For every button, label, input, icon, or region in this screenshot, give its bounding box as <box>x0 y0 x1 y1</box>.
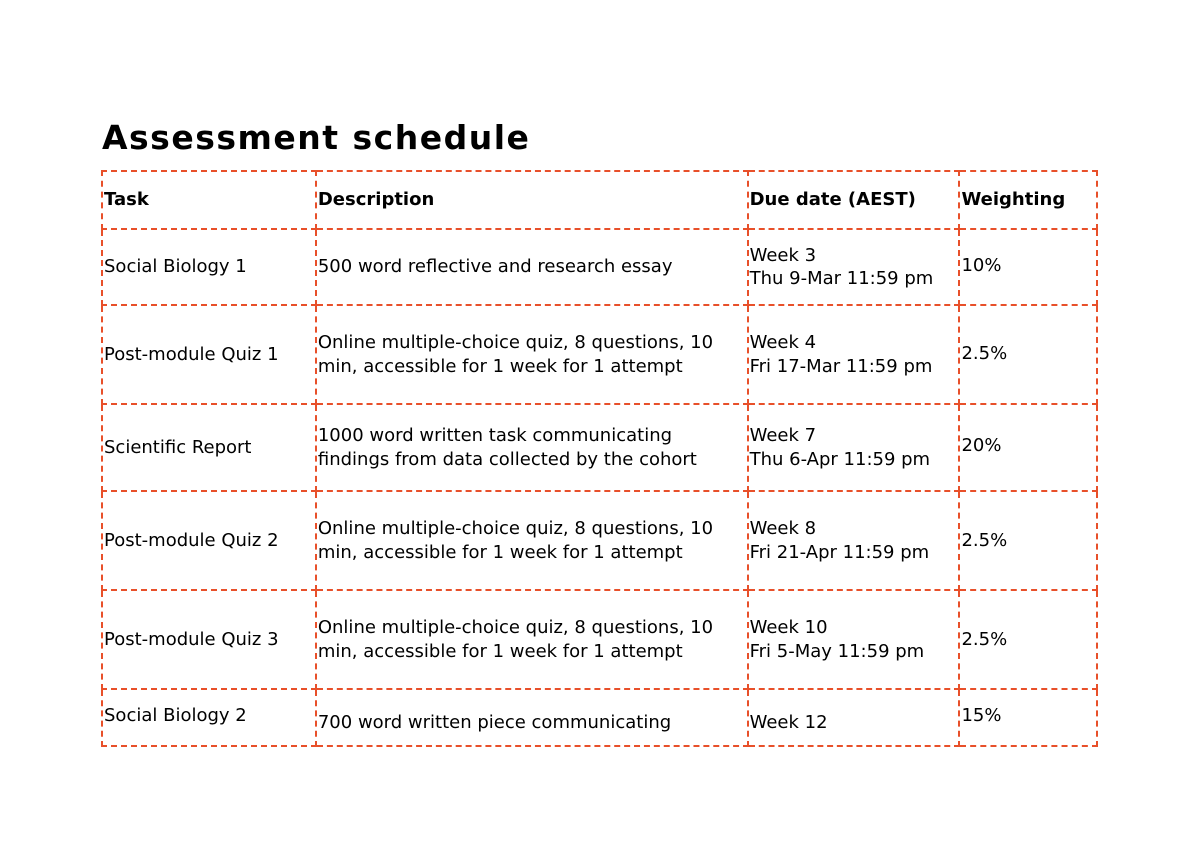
due-week: Week 12 <box>749 711 828 733</box>
due-week: Week 4 <box>749 332 817 353</box>
table-header-row <box>102 171 1097 229</box>
task-cell: Social Biology 2 <box>102 689 316 746</box>
due-date-cell <box>748 305 960 404</box>
due-datetime: Thu 6-Apr 11:59 pm <box>749 448 931 470</box>
description-cell: Online multiple-choice quiz, 8 questions, 10 min, accessible for 1 week for 1 attempt <box>316 590 748 689</box>
table-row <box>102 404 1097 491</box>
weighting-cell: 2.5% <box>959 491 1097 590</box>
due-week: Week 8 <box>749 518 817 539</box>
due-date-cell <box>748 491 960 590</box>
description-cell: 1000 word written task communicating findings from data collected by the cohort <box>316 404 748 491</box>
description-cell: 700 word written piece communicating <box>316 689 748 746</box>
weighting-cell: 10% <box>959 229 1097 305</box>
task-cell: Post-module Quiz 3 <box>102 590 316 689</box>
task-cell: Scientific Report <box>102 404 316 491</box>
task-cell: Post-module Quiz 2 <box>102 491 316 590</box>
header-due-date: Due date (AEST) <box>748 171 960 229</box>
weighting-cell: 2.5% <box>959 305 1097 404</box>
due-date-cell <box>748 590 960 689</box>
due-datetime: Fri 17-Mar 11:59 pm <box>749 355 933 377</box>
table-row <box>102 305 1097 404</box>
page-title: Assessment schedule <box>102 118 531 157</box>
weighting-cell: 2.5% <box>959 590 1097 689</box>
table-row <box>102 590 1097 689</box>
assessment-table <box>101 170 1098 747</box>
due-week: Week 7 <box>749 425 817 446</box>
task-cell: Post-module Quiz 1 <box>102 305 316 404</box>
weighting-cell: 20% <box>959 404 1097 491</box>
due-date-cell <box>748 404 960 491</box>
due-datetime: Thu 9-Mar 11:59 pm <box>749 268 934 289</box>
table-row <box>102 229 1097 305</box>
table-row <box>102 491 1097 590</box>
header-description: Description <box>316 171 748 229</box>
description-cell: Online multiple-choice quiz, 8 questions, 10 min, accessible for 1 week for 1 attempt <box>316 491 748 590</box>
due-week: Week 3 <box>749 244 817 266</box>
table-row <box>102 689 1097 746</box>
header-task: Task <box>102 171 316 229</box>
due-datetime: Fri 5-May 11:59 pm <box>749 640 925 662</box>
weighting-cell: 15% <box>959 689 1097 746</box>
task-cell: Social Biology 1 <box>102 229 316 305</box>
due-datetime: Fri 21-Apr 11:59 pm <box>749 541 930 563</box>
description-cell: 500 word reflective and research essay <box>316 229 748 305</box>
due-date-cell <box>748 689 960 746</box>
description-cell: Online multiple-choice quiz, 8 questions, 10 min, accessible for 1 week for 1 attempt <box>316 305 748 404</box>
due-date-cell <box>748 229 960 305</box>
header-weighting: Weighting <box>959 171 1097 229</box>
due-week: Week 10 <box>749 617 828 638</box>
